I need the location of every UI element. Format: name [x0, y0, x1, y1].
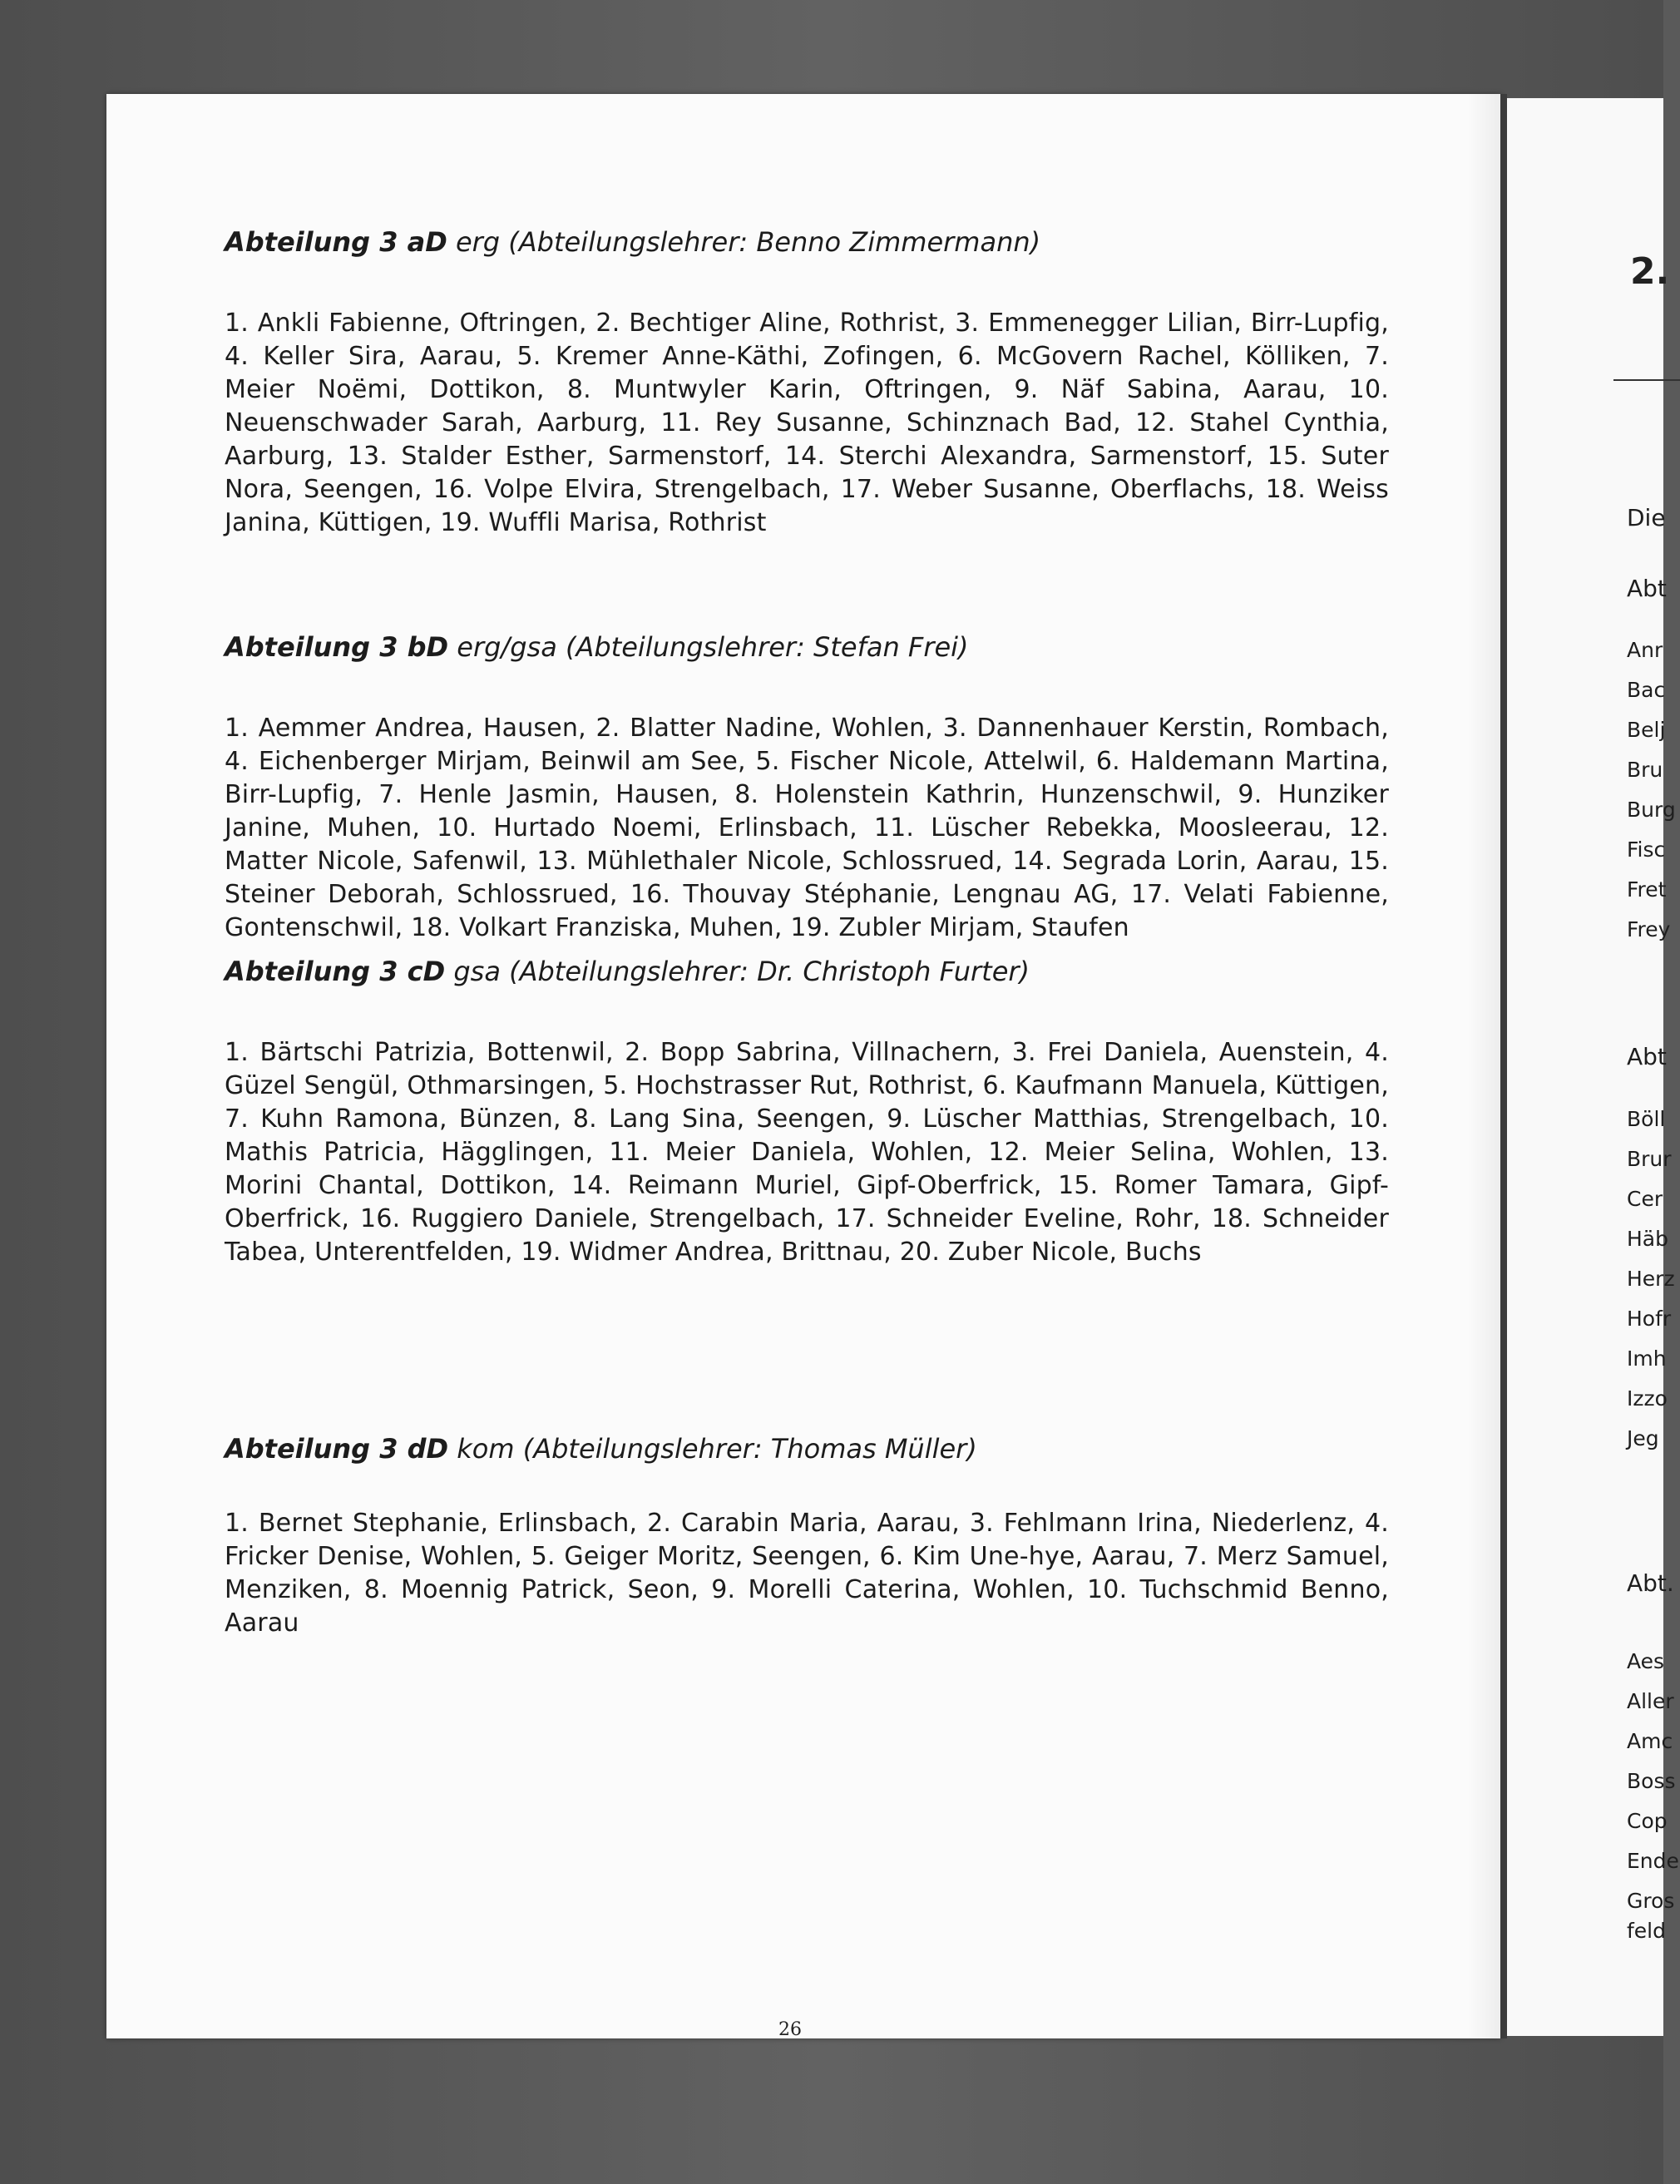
- right-page-line: Bru: [1627, 758, 1663, 782]
- right-page-line: Abt.: [1627, 1569, 1674, 1597]
- right-page-line: Abt: [1627, 1043, 1667, 1070]
- section-3cd: [225, 955, 1389, 1269]
- right-page-line: Cer: [1627, 1187, 1663, 1211]
- right-page: [1507, 98, 1679, 2036]
- right-page-line: Böll: [1627, 1107, 1666, 1131]
- student-list: 1. Ankli Fabienne, Oftringen, 2. Bechtiger Aline, Rothrist, 3. Emmenegger Lilian, Birr-Lupfig, 4. Keller Sira, Aarau, 5. Kremer Anne-Käthi, Zofingen, 6. McGovern Rachel, Kölliken, 7. Meier Noëmi, Dottikon, 8. Muntwyler Karin, Oftringen, 9. Näf Sabina, Aarau, 10. Neuenschwader Sarah, Aarburg, 11. Rey Susanne, Schinznach Bad, 12. Stahel Cynthia, Aarburg, 13. Stalder Esther, Sarmenstorf, 14. Sterchi Alexandra, Sarmenstorf, 15. Suter Nora, Seengen, 16. Volpe Elvira, Strengelbach, 17. Weber Susanne, Oberflachs, 18. Weiss Janina, Küttigen, 19. Wuffli Marisa, Rothrist: [225, 309, 1389, 537]
- book-gutter: [1500, 94, 1507, 2038]
- section-heading-teacher: erg/gsa (Abteilungslehrer: Stefan Frei): [448, 631, 969, 663]
- right-page-line: Anr: [1627, 638, 1663, 662]
- right-page-line: Amc: [1627, 1729, 1673, 1753]
- section-heading-teacher: erg (Abteilungslehrer: Benno Zimmermann): [447, 226, 1041, 258]
- student-list: 1. Aemmer Andrea, Hausen, 2. Blatter Nadine, Wohlen, 3. Dannenhauer Kerstin, Rombach, 4. Eichenberger Mirjam, Beinwil am See, 5. Fischer Nicole, Attelwil, 6. Haldemann Martina, Birr-Lupfig, 7. Henle Jasmin, Hausen, 8. Holenstein Kathrin, Hunzenschwil, 9. Hunziker Janine, Muhen, 10. Hurtado Noemi, Erlinsbach, 11. Lüscher Rebekka, Moosleerau, 12. Matter Nicole, Safenwil, 13. Mühlethaler Nicole, Schlossrued, 14. Segrada Lorin, Aarau, 15. Steiner Deborah, Schlossrued, 16. Thouvay Stéphanie, Lengnau AG, 17. Velati Fabienne, Gontenschwil, 18. Volkart Franziska, Muhen, 19. Zubler Mirjam, Staufen: [225, 714, 1389, 942]
- section-heading-teacher: gsa (Abteilungslehrer: Dr. Christoph Furter): [445, 956, 1030, 987]
- right-page-line: Ende: [1627, 1849, 1679, 1873]
- right-page-line: Imh: [1627, 1346, 1667, 1371]
- section-heading: [225, 955, 1389, 988]
- right-page-line: Abt: [1627, 575, 1667, 602]
- right-page-line: Boss: [1627, 1769, 1676, 1793]
- section-3ad: [225, 225, 1389, 540]
- right-page-line: Aller: [1627, 1689, 1674, 1713]
- right-page-line: Burg: [1627, 798, 1676, 822]
- student-list: 1. Bärtschi Patrizia, Bottenwil, 2. Bopp Sabrina, Villnachern, 3. Frei Daniela, Auenstein, 4. Güzel Sengül, Othmarsingen, 5. Hochstrasser Rut, Rothrist, 6. Kaufmann Manuela, Küttigen, 7. Kuhn Ramona, Bünzen, 8. Lang Sina, Seengen, 9. Lüscher Matthias, Strengelbach, 10. Mathis Patricia, Hägglingen, 11. Meier Daniela, Wohlen, 12. Meier Selina, Wohlen, 13. Morini Chantal, Dottikon, 14. Reimann Muriel, Gipf-Oberfrick, 15. Romer Tamara, Gipf-Oberfrick, 16. Ruggiero Daniele, Strengelbach, 17. Schneider Eveline, Rohr, 18. Schneider Tabea, Unterentfelden, 19. Widmer Andrea, Brittnau, 20. Zuber Nicole, Buchs: [225, 1038, 1389, 1267]
- right-page-rule: [1613, 379, 1680, 381]
- right-page-heading: 2.: [1630, 250, 1670, 293]
- right-page-line: Belj: [1627, 718, 1666, 742]
- right-page-line: Häb: [1627, 1227, 1668, 1251]
- right-page-line: Jeg: [1627, 1426, 1659, 1450]
- student-list: 1. Bernet Stephanie, Erlinsbach, 2. Carabin Maria, Aarau, 3. Fehlmann Irina, Niederlenz, 4. Fricker Denise, Wohlen, 5. Geiger Moritz, Seengen, 6. Kim Une-hye, Aarau, 7. Merz Samuel, Menziken, 8. Moennig Patrick, Seon, 9. Morelli Caterina, Wohlen, 10. Tuchschmid Benno, Aarau: [225, 1509, 1389, 1638]
- page-number: 26: [778, 2019, 802, 2040]
- section-3bd: [225, 630, 1389, 945]
- right-page-line: Hofr: [1627, 1307, 1672, 1331]
- section-3dd: [225, 1432, 1389, 1640]
- right-page-line: Brur: [1627, 1147, 1672, 1171]
- section-heading-class: Abteilung 3 dD: [225, 1433, 449, 1465]
- right-page-line: Gros: [1627, 1889, 1675, 1913]
- right-page-line: Cop: [1627, 1809, 1668, 1833]
- section-heading-class: Abteilung 3 bD: [225, 631, 449, 663]
- right-page-line: Izzo: [1627, 1386, 1668, 1411]
- right-page-line: Fisc: [1627, 838, 1666, 862]
- right-page-line: Frey: [1627, 917, 1671, 941]
- section-heading: [225, 630, 1389, 664]
- right-page-line: Fret: [1627, 877, 1667, 902]
- right-page-line: Bac: [1627, 678, 1666, 702]
- right-page-line: Herz: [1627, 1267, 1675, 1291]
- right-page-line: Die: [1627, 504, 1666, 531]
- right-page-line: Aes: [1627, 1649, 1665, 1673]
- section-heading-class: Abteilung 3 aD: [225, 226, 447, 258]
- right-page-line: feld: [1627, 1919, 1666, 1943]
- section-heading: [225, 225, 1389, 259]
- section-heading-class: Abteilung 3 cD: [225, 956, 446, 987]
- section-heading: [225, 1432, 1389, 1465]
- section-heading-teacher: kom (Abteilungslehrer: Thomas Müller): [448, 1433, 977, 1465]
